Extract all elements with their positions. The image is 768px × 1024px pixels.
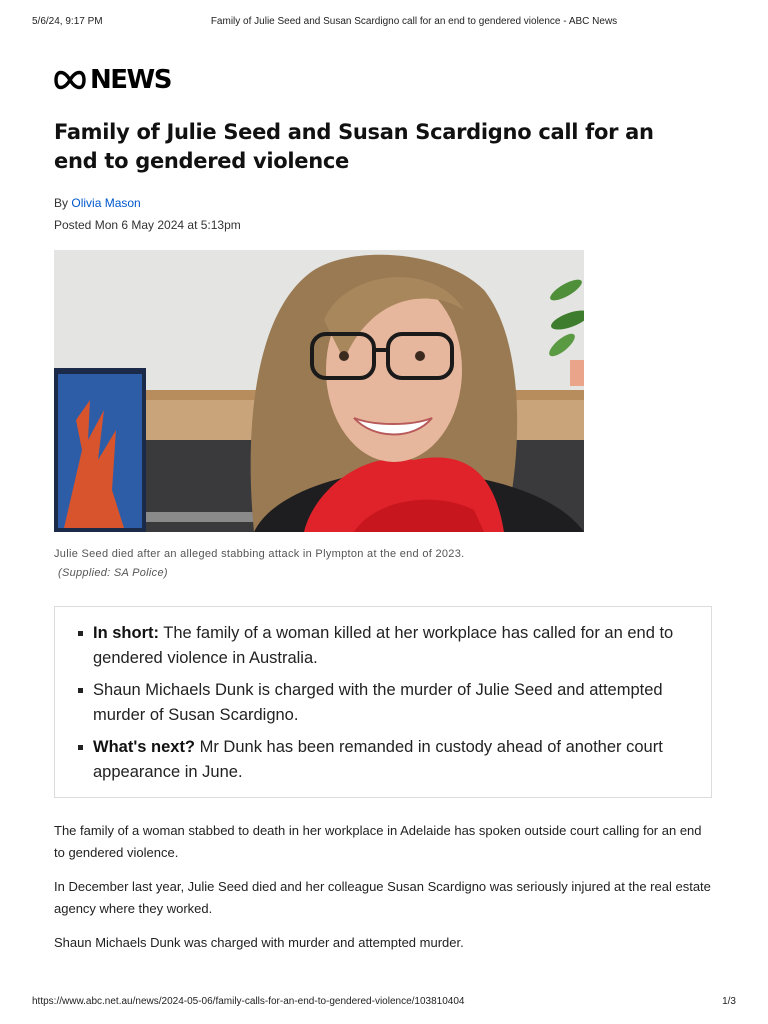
bullet-icon bbox=[78, 631, 83, 636]
bullet-icon bbox=[78, 745, 83, 750]
key-point-text: Mr Dunk has been remanded in custody ahead of another court appearance in June. bbox=[93, 738, 663, 781]
abc-news-logo[interactable] bbox=[54, 67, 171, 93]
key-point-label: In short: bbox=[93, 624, 159, 642]
body-paragraph: Shaun Michaels Dunk was charged with murder and attempted murder. bbox=[54, 935, 464, 950]
portrait-photo-illustration bbox=[54, 250, 584, 532]
byline-prefix: By bbox=[54, 196, 69, 210]
abc-lissajous-icon bbox=[54, 69, 86, 91]
key-point bbox=[93, 678, 681, 728]
bullet-icon bbox=[78, 688, 83, 693]
article-headline: Family of Julie Seed and Susan Scardigno call for an end to gendered violence bbox=[54, 120, 654, 173]
print-date: 5/6/24, 9:17 PM bbox=[32, 16, 103, 27]
print-title: Family of Julie Seed and Susan Scardigno call for an end to gendered violence - ABC News bbox=[210, 16, 618, 27]
key-point bbox=[93, 621, 681, 671]
body-paragraph: The family of a woman stabbed to death in her workplace in Adelaide has spoken outside court calling for an end to gendered violence. bbox=[54, 823, 702, 860]
byline bbox=[54, 196, 141, 210]
logo-wordmark: NEWS bbox=[90, 65, 171, 95]
posted-date: Posted Mon 6 May 2024 at 5:13pm bbox=[54, 218, 241, 232]
key-points-list bbox=[55, 607, 711, 785]
article-photo bbox=[54, 250, 584, 532]
key-points-box bbox=[54, 606, 712, 798]
key-point-label: What's next? bbox=[93, 738, 196, 756]
key-point-text: Shaun Michaels Dunk is charged with the murder of Julie Seed and attempted murder of Susan Scardigno. bbox=[93, 681, 663, 724]
photo-caption bbox=[54, 545, 504, 583]
caption-text: Julie Seed died after an alleged stabbing attack in Plympton at the end of 2023. bbox=[54, 548, 465, 560]
photo-credit: (Supplied: SA Police) bbox=[58, 567, 168, 579]
page-url: https://www.abc.net.au/news/2024-05-06/family-calls-for-an-end-to-gendered-violence/103810404 bbox=[32, 996, 465, 1007]
key-point-text: The family of a woman killed at her workplace has called for an end to gendered violence in Australia. bbox=[93, 624, 674, 667]
article-body bbox=[54, 820, 714, 966]
key-point bbox=[93, 735, 681, 785]
page-number: 1/3 bbox=[722, 996, 736, 1007]
body-paragraph: In December last year, Julie Seed died and her colleague Susan Scardigno was seriously injured at the real estate agency where they worked. bbox=[54, 879, 711, 916]
author-link[interactable]: Olivia Mason bbox=[71, 196, 141, 210]
